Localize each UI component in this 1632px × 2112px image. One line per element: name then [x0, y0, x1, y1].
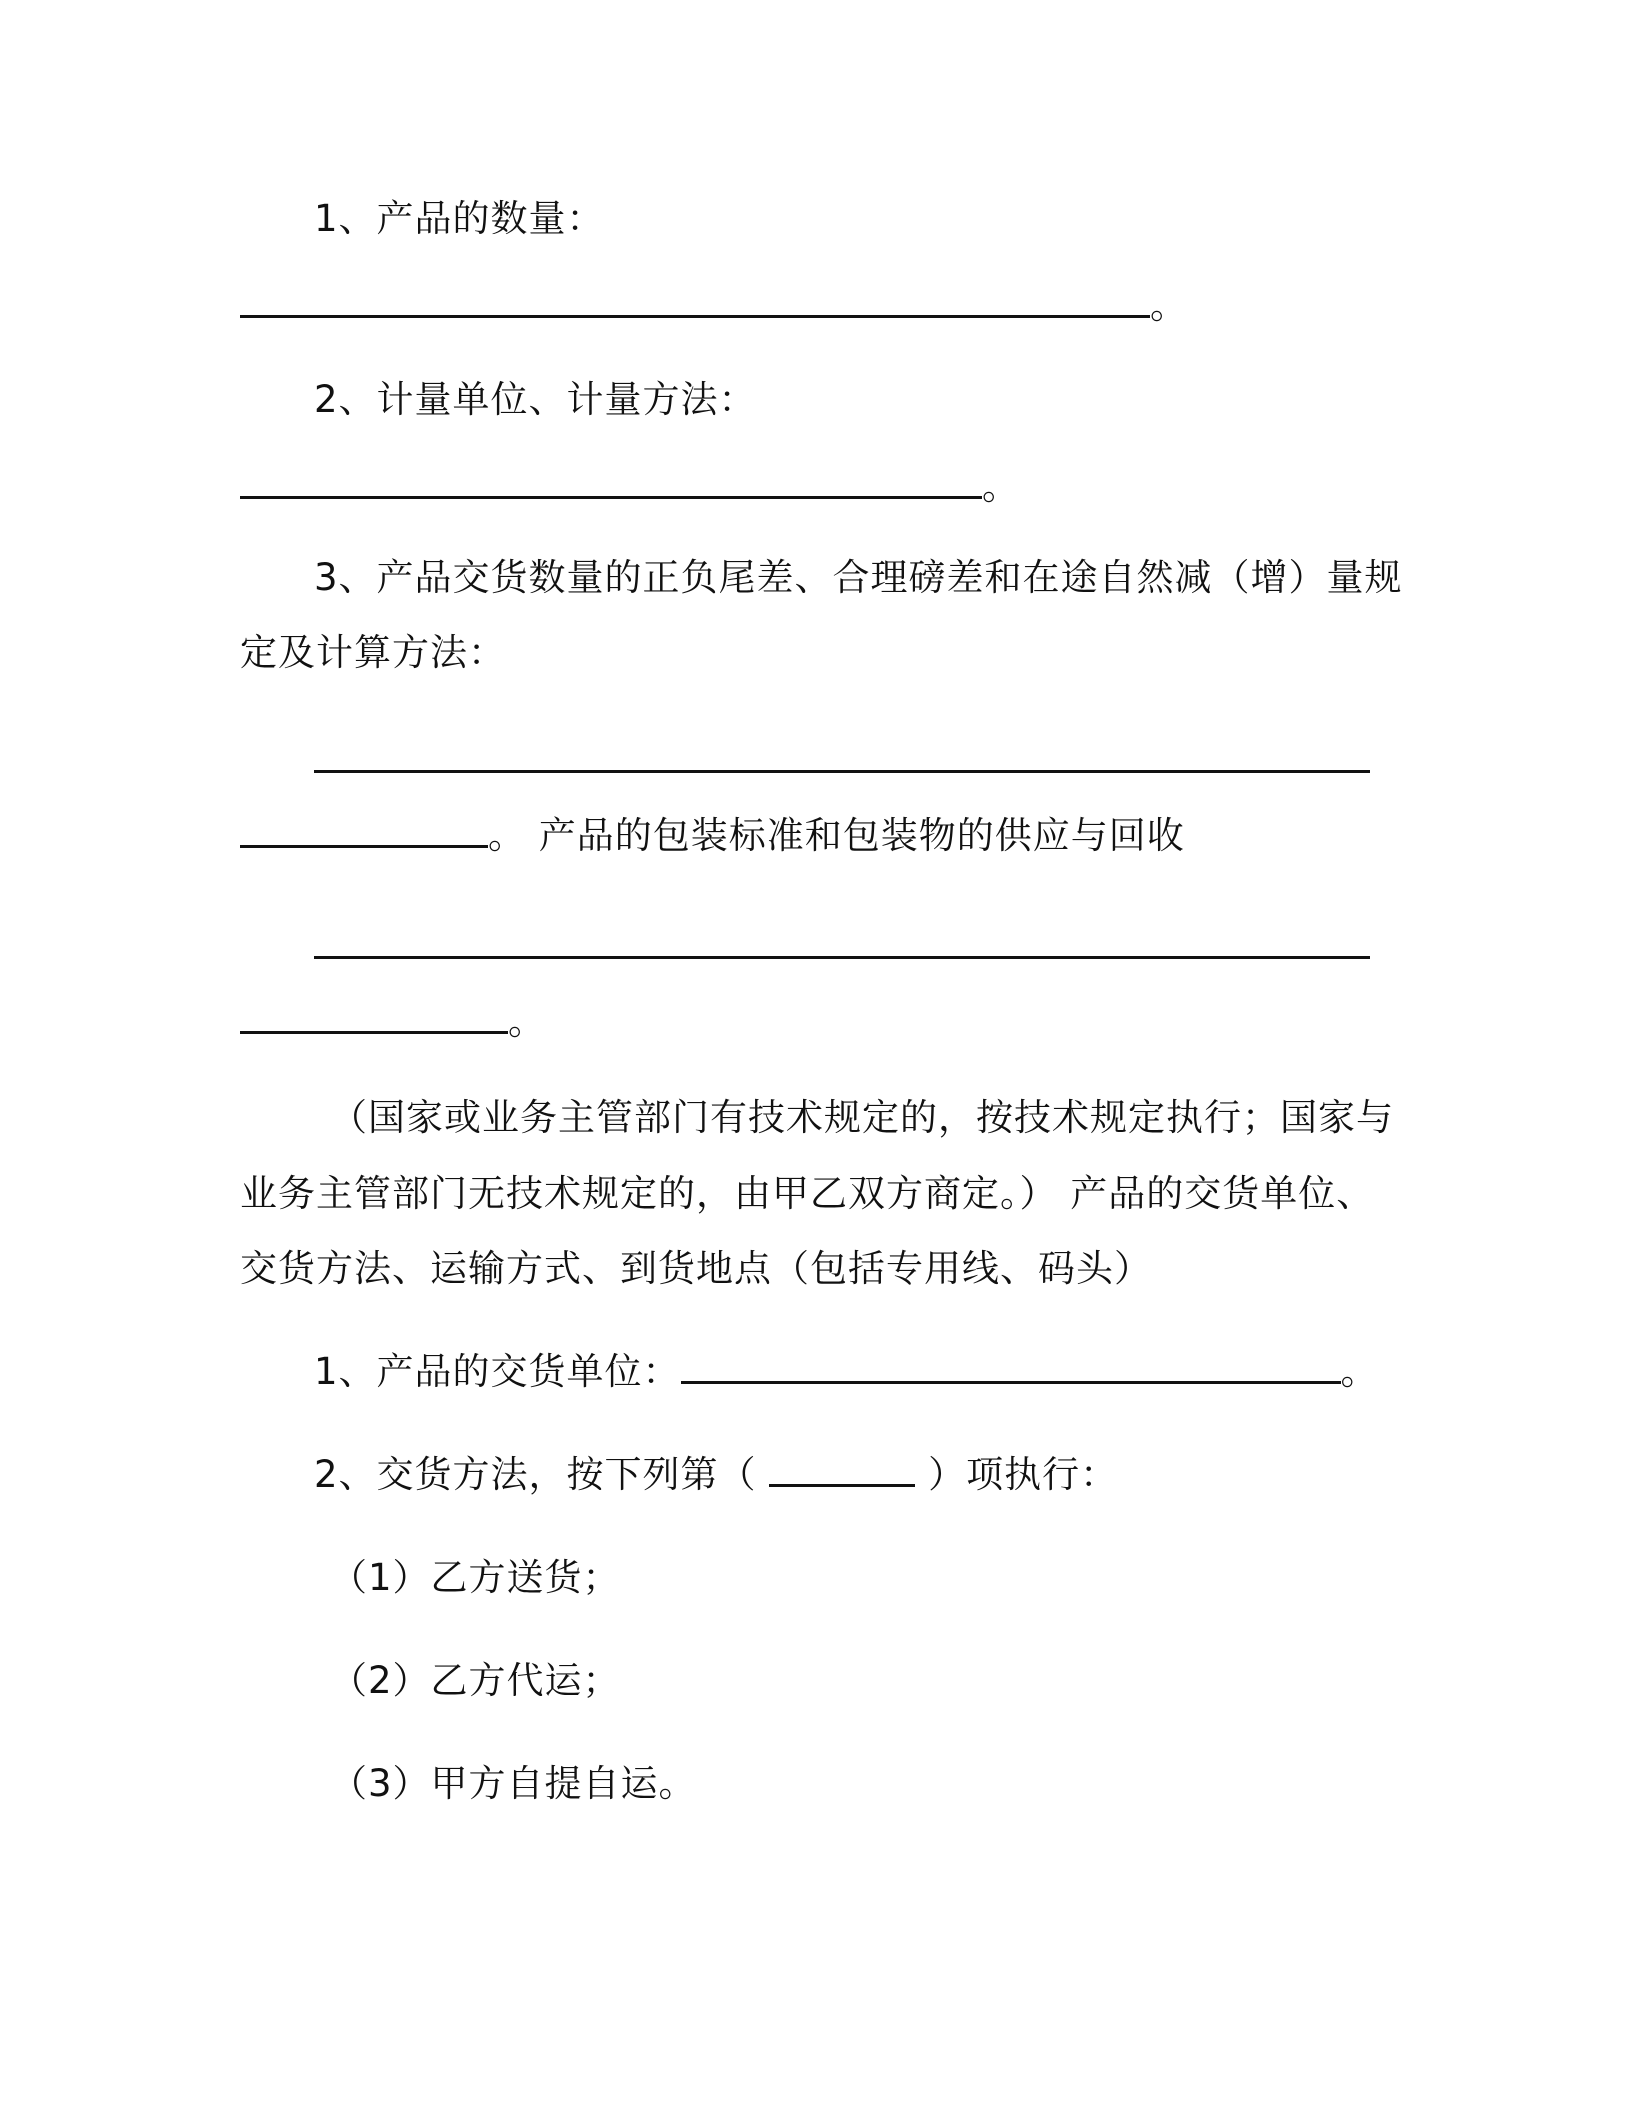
delivery-unit-end: 。 [1340, 1350, 1379, 1393]
delivery-method-prefix: 2、交货方法，按下列第（ [314, 1453, 770, 1496]
option-3-text: （3）甲方自提自运。 [330, 1762, 697, 1805]
item1-end: 。 [1150, 284, 1188, 327]
item1-answer-line [240, 280, 1188, 332]
delivery-unit-label: 1、产品的交货单位： [314, 1350, 681, 1393]
item1-label: 1、产品的数量： [314, 197, 605, 240]
option-1 [330, 1552, 621, 1604]
packaging-answer-line-1 [314, 921, 1370, 973]
item1-blank[interactable] [240, 281, 1150, 318]
item3-blank-2[interactable] [240, 811, 488, 848]
note-line2 [240, 1168, 1374, 1220]
option-2-text: （2）乙方代运； [330, 1659, 621, 1702]
item2-answer-line [240, 461, 1020, 513]
item2-label: 2、计量单位、计量方法： [314, 378, 757, 421]
note-text-3: 交货方法、运输方式、到货地点（包括专用线、码头） [240, 1247, 1152, 1290]
item3-line2 [240, 627, 506, 679]
item3-line1 [314, 552, 1403, 604]
delivery-method-suffix: ）项执行： [915, 1453, 1119, 1496]
item3-blank-1[interactable] [314, 736, 1370, 773]
packaging-answer-line-2 [240, 996, 546, 1048]
option-2 [330, 1655, 621, 1707]
item3-end-text: 。 产品的包装标准和包装物的供应与回收 [488, 814, 1185, 857]
item3-text-2: 定及计算方法： [240, 631, 506, 674]
delivery-method-line [314, 1449, 1118, 1501]
option-3 [330, 1758, 697, 1810]
item2-end: 。 [982, 465, 1020, 508]
item3-text-1: 3、产品交货数量的正负尾差、合理磅差和在途自然减（增）量规 [314, 556, 1403, 599]
note-line3 [240, 1243, 1152, 1295]
item2-blank[interactable] [240, 462, 982, 499]
item3-answer-line-2 [240, 810, 1185, 862]
note-line1 [330, 1092, 1394, 1144]
packaging-end: 。 [508, 1000, 546, 1043]
delivery-unit-line [314, 1346, 1379, 1398]
packaging-blank-2[interactable] [240, 997, 508, 1034]
option-1-text: （1）乙方送货； [330, 1556, 621, 1599]
item3-answer-line-1 [314, 735, 1370, 787]
delivery-unit-blank[interactable] [681, 1347, 1341, 1384]
packaging-blank-1[interactable] [314, 922, 1370, 959]
delivery-method-blank[interactable] [769, 1450, 915, 1487]
item1-heading [314, 193, 605, 245]
item2-heading [314, 374, 757, 426]
note-text-2: 业务主管部门无技术规定的，由甲乙双方商定。） 产品的交货单位、 [240, 1172, 1375, 1215]
note-text-1: （国家或业务主管部门有技术规定的，按技术规定执行；国家与 [330, 1096, 1394, 1139]
